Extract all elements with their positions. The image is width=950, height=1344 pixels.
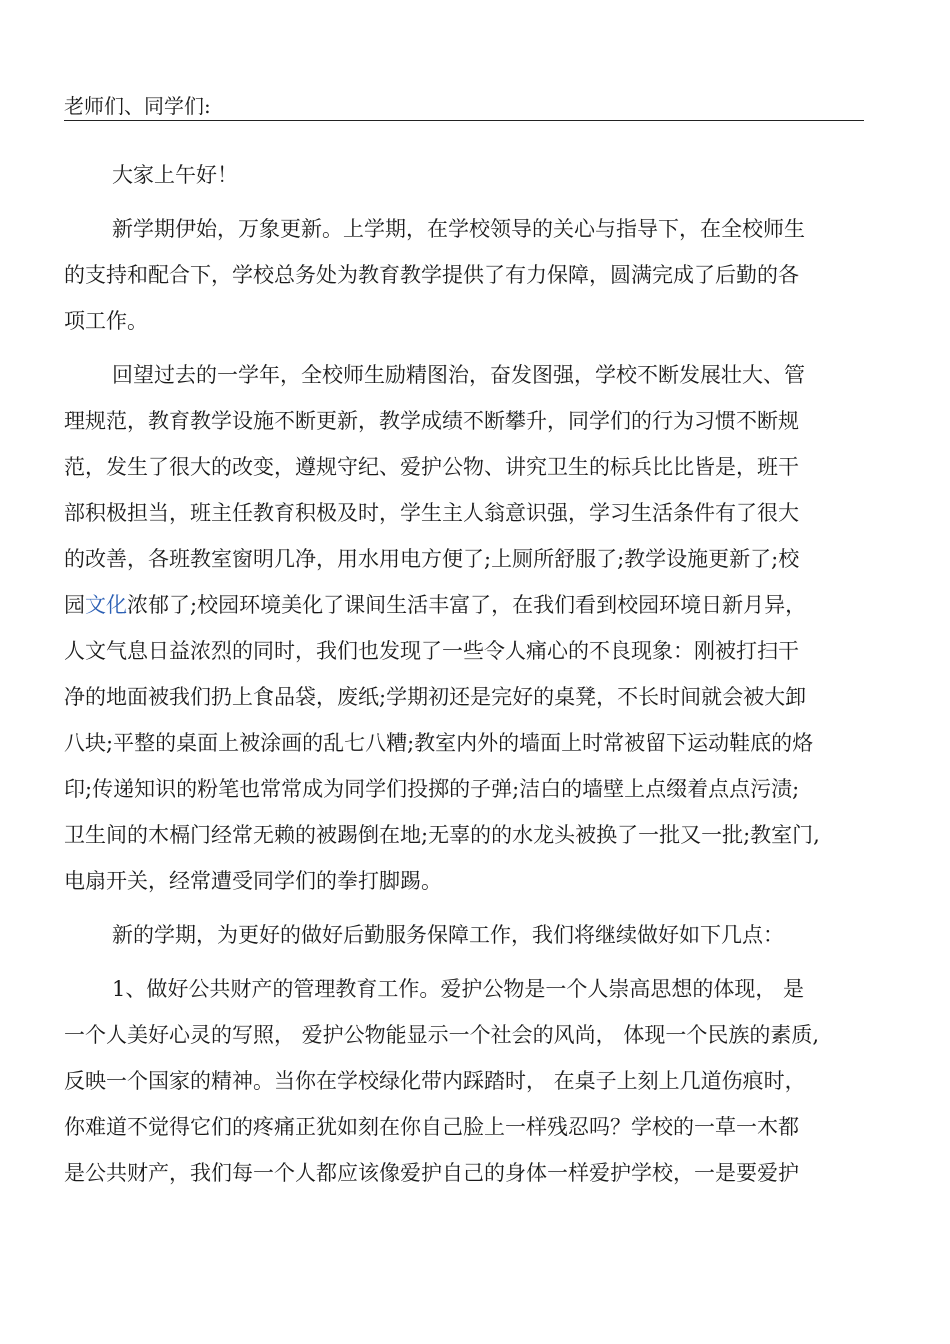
text-line: 电扇开关，经常遭受同学们的拳打脚踢。 [64,869,442,893]
text-line: 一个人美好心灵的写照， 爱护公物能显示一个社会的风尚， 体现一个民族的素质, [64,1023,820,1047]
text-line: 净的地面被我们扔上食品袋，废纸;学期初还是完好的桌凳，不长时间就会被大卸 [64,685,807,709]
text-line: 回望过去的一学年，全校师生励精图治，奋发图强，学校不断发展壮大、管 [112,363,805,387]
document-body [64,152,878,1196]
text-line: 你难道不觉得它们的疼痛正犹如刻在你自己脸上一样残忍吗？学校的一草一木都 [64,1115,799,1139]
salutation-heading: 老师们、同学们: [64,92,864,121]
text-line: 反映一个国家的精神。当你在学校绿化带内踩踏时， 在桌子上刻上几道伤痕时， [64,1069,806,1093]
text-line: 项工作。 [64,309,148,333]
text-line: 理规范，教育教学设施不断更新，教学成绩不断攀升，同学们的行为习惯不断规 [64,409,799,433]
text-line: 新的学期，为更好的做好后勤服务保障工作，我们将继续做好如下几点： [112,923,784,947]
text-line: 范，发生了很大的改变，遵规守纪、爱护公物、讲究卫生的标兵比比皆是，班干 [64,455,799,479]
text-line: 1、做好公共财产的管理教育工作。爱护公物是一个人崇高思想的体现， 是 [112,977,805,1001]
text-line: 大家上午好！ [112,163,238,187]
text-line: 的改善，各班教室窗明几净，用水用电方便了;上厕所舒服了;教学设施更新了;校 [64,547,800,571]
text-line-prefix: 园 [64,593,85,617]
culture-link[interactable]: 文化 [85,593,127,617]
text-line: 的支持和配合下，学校总务处为教育教学提供了有力保障，圆满完成了后勤的各 [64,263,799,287]
text-line [64,582,878,628]
text-line: 新学期伊始，万象更新。上学期，在学校领导的关心与指导下，在全校师生 [112,217,805,241]
text-line: 卫生间的木槅门经常无赖的被踢倒在地;无辜的的水龙头被换了一批又一批;教室门, [64,823,820,847]
text-line: 是公共财产，我们每一个人都应该像爱护自己的身体一样爱护学校，一是要爱护 [64,1161,799,1185]
text-line: 人文气息日益浓烈的同时，我们也发现了一些令人痛心的不良现象：刚被打扫干 [64,639,799,663]
text-line: 八块;平整的桌面上被涂画的乱七八糟;教室内外的墙面上时常被留下运动鞋底的烙 [64,731,814,755]
text-line: 印;传递知识的粉笔也常常成为同学们投掷的子弹;洁白的墙壁上点缀着点点污渍; [64,777,800,801]
text-line-suffix: 浓郁了;校园环境美化了课间生活丰富了，在我们看到校园环境日新月异， [127,593,807,617]
text-line: 部积极担当，班主任教育积极及时，学生主人翁意识强，学习生活条件有了很大 [64,501,799,525]
